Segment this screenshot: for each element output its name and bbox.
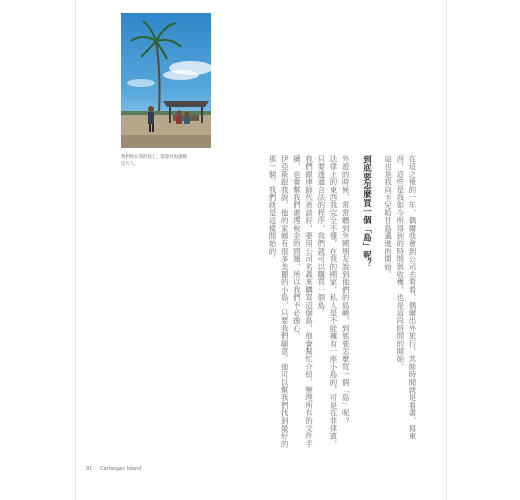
book-page: [75, 0, 447, 500]
book-title: Carlasgan Island: [99, 466, 142, 472]
paragraph-1: 在這之後的一年，偶爾我會到公司去看看，偶爾出外旅行，其餘時間就是看書、寫東西，這些是我如今所得到的時間與收穫，也是這段時間的開始。: [395, 155, 417, 440]
page-number: 91: [86, 466, 93, 472]
paragraph-4: 法律上的東西我完全不懂，在我的國家，私人是不能擁有一座小島的，可是在菲律賓，只要透過合法的程序，我們就可以購買一個島。: [316, 155, 338, 448]
caption-line-1: 我們夠在我的島上，都會有海邊樹: [121, 155, 187, 160]
page-footer: [86, 466, 148, 472]
palm-beach-image: [121, 13, 211, 148]
vertical-text-body: [266, 155, 418, 455]
paragraph-2: 這也是我向卡兒哈甘島邁進的開始。: [383, 155, 393, 279]
beach-photo: [121, 13, 211, 148]
section-heading: 到底要怎麼買一個「島」呢？: [362, 155, 373, 268]
caption-line-2: 這片人。: [121, 162, 139, 167]
paragraph-6: 伊亞斯跟我說，他的家鄉有很多美麗的小島，只要我們願意，他可以幫我們找到最好的那一個，我們就是這樣開始的。: [267, 155, 290, 448]
paragraph-3: 外遊的時候，常常聽到外國朋友說到他們的島嶼，到底要怎麼買一個「島」呢？: [341, 155, 351, 425]
photo-caption: [121, 154, 213, 168]
paragraph-5: 我們跟律師代表談好，要用公司名義來購買這個島，他會幫忙介紹、辦理所有的文件手續，也會幫我們處理稅金的問題，所以我們不必擔心。: [292, 155, 314, 448]
